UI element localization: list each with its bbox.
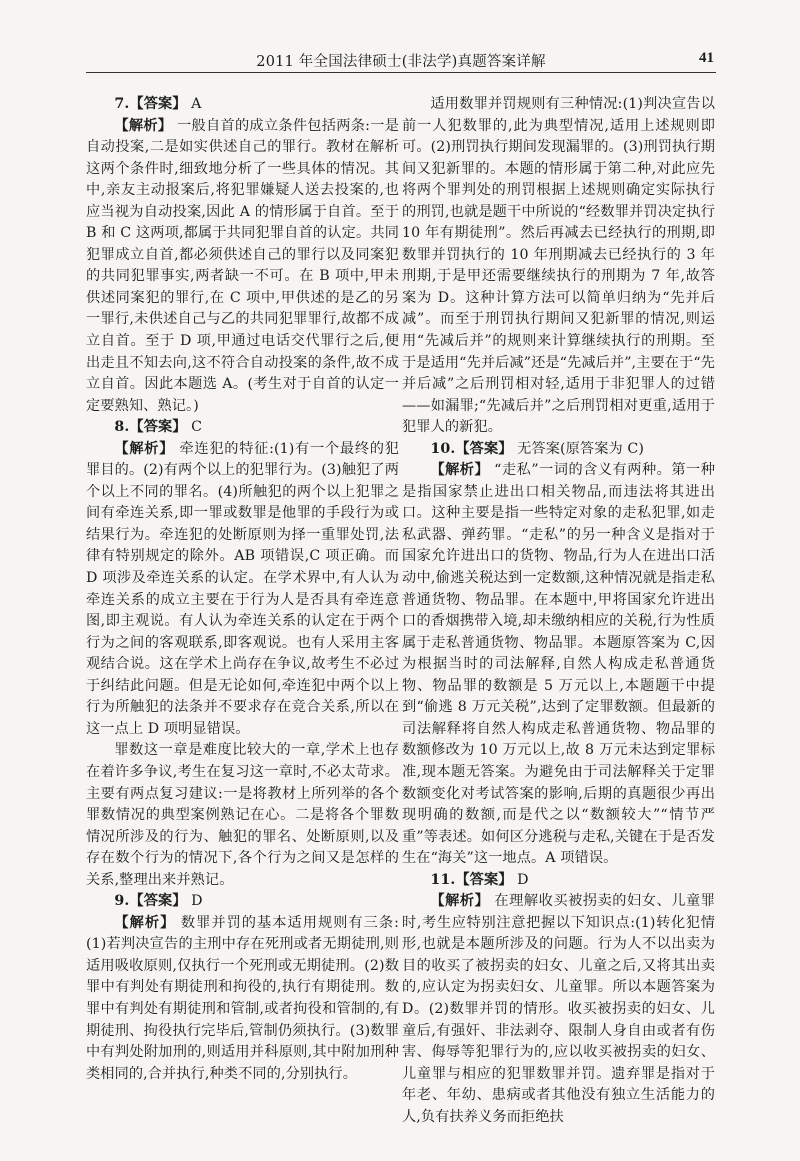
q10-analysis-text: “走私”一词的含义有两种。第一种是指国家禁止进出口相关物品,而违法将其进出口。这种主要是指一些特定对象的走私犯罪,如走私武器、弹药罪。“走私”的另一种含义是指对于国家允许进出口的货物、物品,行为人在进出口活动中,偷逃关税达到一定数额,这种情况就是指走私普通货物、物品罪。在本题中,甲将国家允许进出口的香烟携带入境,却未缴纳相应的关税,行为性质属于走私普通货物、物品罪。本题原答案为 C,因为根据当时的司法解释,自然人构成走私普通货物、物品罪的数额是 5 万元以上,本题题干中提到“偷逃 8 万元关税”,达到了定罪数额。但最新的司法解释将自然人构成走私普通货物、物品罪的数额修改为 10 万元以上,故 8 万元未达到定罪标准,现本题无答案。为避免由于司法解释关于定罪数额变化对考试答案的影响,后期的真题很少再出现明确的数额,而是代之以“数额较大”“情节严重”等表述。如何区分逃税与走私,关键在于是否发生在“海关”这一地点。A 项错误。	[402, 462, 716, 867]
q11-analysis-text: 在理解收买被拐卖的妇女、儿童罪时,考生应特别注意把握以下知识点:(1)转化犯情形,也就是本题所涉及的问题。行为人不以出卖为目的收买了被拐卖的妇女、儿童之后,又将其出卖的,应认定为拐卖妇女、儿童罪。所以本题答案为 D。(2)数罪并罚的情形。收买被拐卖的妇女、儿童后,有强奸、非法剥夺、限制人身自由或者有伤害、侮辱等犯罪行为的,应以收买被拐卖的妇女、儿童罪与相应的犯罪数罪并罚。遗弃罪是指对于年老、年幼、患病或者其他没有独立生活能力的人,负有扶养义务而拒绝扶	[402, 893, 715, 1125]
q10-analysis-tag: 【解析】	[430, 462, 490, 479]
q7-answer	[86, 94, 399, 116]
q7-answer-tag: 7.【答案】	[114, 96, 187, 112]
q8-analysis-text: 牵连犯的特征:(1)有一个最终的犯罪目的。(2)有两个以上的犯罪行为。(3)触犯了两个以上不同的罪名。(4)所触犯的两个以上犯罪之间有牵连关系,即一罪或数罪是他罪的手段行为或结果行为。牵连犯的处断原则为择一重罪处罚,法律有特别规定的除外。AB 项错误,C 项正确。而 D 项涉及牵连关系的认定。在学术界中,有人认为牵连关系的成立主要在于行为人是否具有牵连意图,即主观说。有人认为牵连关系的认定在于两个行为之间的客观联系,即客观说。也有人采用主客观结合说。这在学术上尚存在争议,故考生不必过于纠结此问题。但是无论如何,牵连犯中两个以上行为所触犯的法条并不要求存在竞合关系,所以在这一点上 D 项明显错误。	[86, 440, 399, 737]
q9-analysis-text: 数罪并罚的基本适用规则有三条:(1)若判决宣告的主刑中存在死刑或者无期徒刑,则适用吸收原则,仅执行一个死刑或无期徒刑。(2)数罪中有判处有期徒刑和拘役的,执行有期徒刑。数罪中有判处有期徒刑和管制,或者拘役和管制的,有期徒刑、拘役执行完毕后,管制仍须执行。(3)数罪中有判处附加刑的,则适用并科原则,其中附加刑种类相同的,合并执行,种类不同的,分别执行。	[86, 914, 399, 1082]
q9-answer-value: D	[186, 893, 203, 910]
q8-answer-value: C	[186, 419, 203, 436]
q8-answer-tag: 8.【答案】	[114, 419, 187, 436]
q8-analysis-tag: 【解析】	[114, 440, 175, 457]
q7-analysis	[86, 116, 399, 418]
q7-analysis-text: 一般自首的成立条件包括两条:一是自动投案,二是如实供述自己的罪行。教材在解析这两个条件时,细致地分析了一些具体的情况。其中,亲友主动报案后,将犯罪嫌疑人送去投案的,也应当视为自动投案,因此 A 的情形属于自首。至于 B 和 C 这两项,都属于共同犯罪自首的认定。共同犯罪成立自首,都必须供述自己的罪行以及同案犯的共同犯罪事实,两者缺一不可。在 B 项中,甲未供述同案犯的罪行,在 C 项中,甲供述的是乙的另一罪行,未供述自己与乙的共同犯罪罪行,故都不成立自首。至于 D 项,甲通过电话交代罪行之后,便出走且不知去向,这不符合自动投案的条件,故不成立自首。因此本题选 A。(考生对于自首的认定一定要熟知、熟记。)	[86, 117, 399, 414]
q9-answer	[86, 891, 399, 913]
right-column	[402, 94, 715, 1128]
q9-analysis	[86, 913, 399, 1085]
header-title: 2011 年全国法律硕士(非法学)真题答案详解	[256, 54, 546, 70]
q10-answer-tag: 10.【答案】	[430, 440, 513, 457]
page-number: 41	[699, 50, 714, 66]
q11-answer	[402, 870, 715, 892]
q11-analysis-tag: 【解析】	[430, 893, 490, 910]
q10-analysis	[402, 460, 715, 869]
q9-continuation: 适用数罪并罚规则有三种情况:(1)判决宣告以前一人犯数罪的,此为典型情况,适用上述规则即可。(2)刑罚执行期间发现漏罪的。(3)刑罚执行期间又犯新罪的。本题的情形属于第二种,对此应先将两个罪判处的刑罚根据上述规则确定实际执行的刑罚,也就是题干中所说的“经数罪并罚决定执行 10 年有期徒刑”。然后再减去已经执行的刑期,即数罪并罚执行的 10 年刑期减去已经执行的 3 年刑期,于是甲还需要继续执行的刑期为 7 年,故答案为 D。这种计算方法可以简单归纳为“先并后减”。而至于刑罚执行期间又犯新罪的情况,则运用“先减后并”的规则来计算继续执行的刑期。至于是适用“先并后减”还是“先减后并”,主要在于“先并后减”之后刑罚相对轻,适用于非犯罪人的过错——如漏罪;“先减后并”之后刑罚相对更重,适用于犯罪人的新犯。	[402, 96, 715, 436]
left-column	[86, 94, 399, 1085]
q7-analysis-tag: 【解析】	[114, 117, 173, 134]
q11-answer-tag: 11.【答案】	[430, 871, 513, 888]
q9-answer-tag: 9.【答案】	[114, 893, 187, 910]
q8-analysis	[86, 439, 399, 741]
q9-analysis-tag: 【解析】	[114, 914, 176, 931]
q11-analysis	[402, 891, 715, 1128]
q11-answer-value: D	[512, 871, 529, 888]
q7-answer-value: A	[186, 96, 202, 112]
q10-answer	[402, 439, 715, 461]
review-paragraph: 罪数这一章是难度比较大的一章,学术上也存在着许多争议,考生在复习这一章时,不必太苛求。主要有两点复习建议:一是将教材上所列举的各个罪数情况的典型案例熟记在心。二是将各个罪数情况所涉及的行为、触犯的罪名、处断原则,以及存在数个行为的情况下,各个行为之间又是怎样的关系,整理出来并熟记。	[86, 742, 399, 888]
running-header	[86, 50, 716, 73]
q10-answer-value: 无答案(原答案为 C)	[512, 440, 644, 457]
q8-answer	[86, 417, 399, 439]
